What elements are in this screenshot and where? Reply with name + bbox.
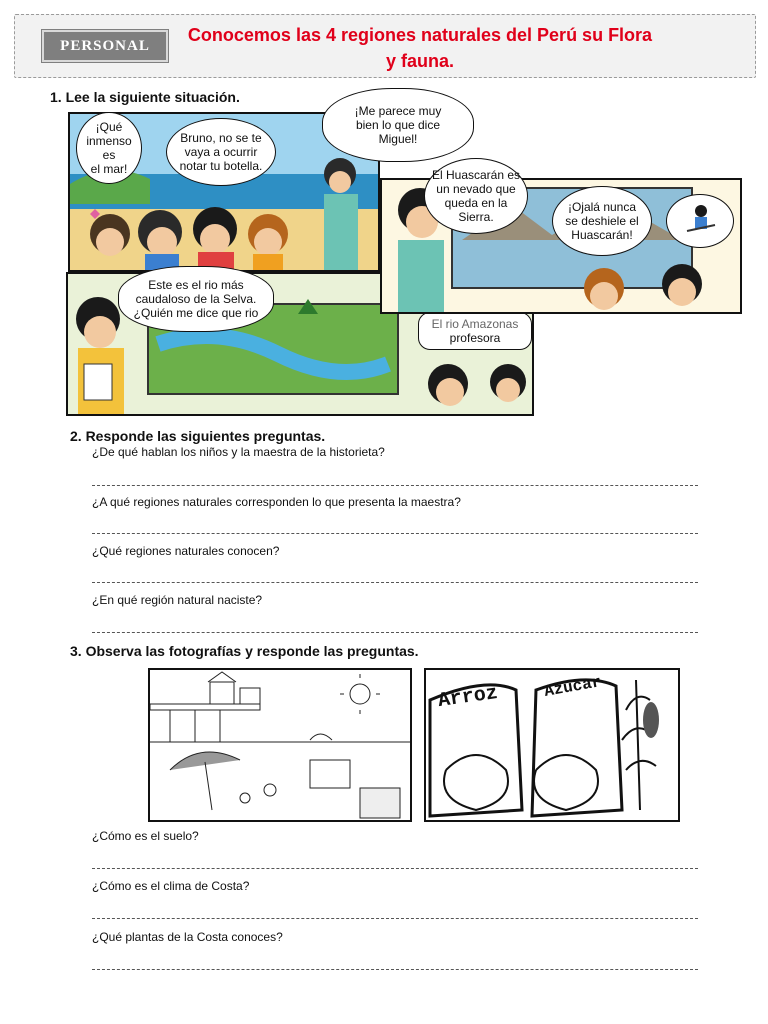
answer-line[interactable] (92, 918, 698, 919)
speech-bubble-7 (418, 312, 532, 350)
question-2c: ¿Qué regiones naturales conocen? (92, 544, 280, 558)
question-3a: ¿Cómo es el suelo? (92, 829, 199, 843)
photo-beach (148, 668, 412, 822)
speech-bubble-2 (166, 118, 276, 186)
bubble-3-line: bien lo que dice (355, 118, 441, 132)
bubble-7-line: profesora (449, 331, 501, 345)
bubble-4-line: queda en la (444, 196, 508, 210)
bubble-1-line: inmenso es (86, 134, 132, 162)
question-2d: ¿En qué región natural naciste? (92, 593, 263, 607)
title-line-1: Conocemos las 4 regiones naturales del Perú su Flora (187, 25, 653, 45)
child-dream-icon (667, 195, 733, 247)
speech-bubble-4 (424, 158, 528, 234)
section-2-heading: 2. Responde las siguientes preguntas. (70, 428, 326, 444)
speech-bubble-1 (76, 112, 142, 184)
answer-line[interactable] (92, 582, 698, 583)
bubble-2-line: vaya a ocurrir (184, 145, 258, 159)
sack-label-azucar: Azucar (542, 673, 603, 701)
speech-bubble-5 (552, 186, 652, 256)
bubble-6-line: Este es el rio más (148, 278, 244, 292)
question-2b: ¿A qué regiones naturales corresponden lo que presenta la maestra? (92, 495, 461, 509)
bubble-5-line: se deshiele el (565, 214, 639, 228)
title-line-2: y fauna. (385, 51, 455, 71)
answer-line[interactable] (92, 485, 698, 486)
answer-line[interactable] (92, 632, 698, 633)
bubble-4-line: Sierra. (458, 210, 494, 224)
bubble-1-line: el mar! (90, 162, 128, 176)
question-3c: ¿Qué plantas de la Costa conoces? (92, 930, 283, 944)
page-title (176, 22, 664, 74)
bubble-3-line: Miguel! (378, 132, 418, 146)
sack-label-arroz: Arroz (436, 681, 500, 714)
thought-cloud-icon (666, 194, 734, 248)
beach-drawing (150, 670, 410, 820)
question-2a: ¿De qué hablan los niños y la maestra de la historieta? (92, 445, 385, 459)
bubble-4-line: un nevado que (436, 182, 516, 196)
bubble-7-line: El rio Amazonas (431, 317, 519, 331)
speech-bubble-6 (118, 266, 274, 332)
bubble-3-line: ¡Me parece muy (354, 104, 442, 118)
bubble-1-line: ¡Qué (95, 120, 123, 134)
answer-line[interactable] (92, 969, 698, 970)
thought-bubble-3 (322, 88, 474, 162)
bubble-6-line: ¿Quién me dice que rio (133, 306, 259, 320)
bubble-2-line: Bruno, no se te (180, 131, 262, 145)
answer-line[interactable] (92, 533, 698, 534)
section-3-heading: 3. Observa las fotografías y responde las preguntas. (70, 643, 419, 659)
answer-line[interactable] (92, 868, 698, 869)
personal-badge: PERSONAL (42, 30, 168, 62)
bubble-5-line: Huascarán! (571, 228, 633, 242)
bubble-2-line: notar tu botella. (179, 159, 263, 173)
bubble-6-line: caudaloso de la Selva. (135, 292, 257, 306)
question-3b: ¿Cómo es el clima de Costa? (92, 879, 250, 893)
section-1-heading: 1. Lee la siguiente situación. (50, 89, 240, 105)
bubble-4-line: El Huascarán es (431, 168, 521, 182)
bubble-5-line: ¡Ojalá nunca (567, 200, 637, 214)
